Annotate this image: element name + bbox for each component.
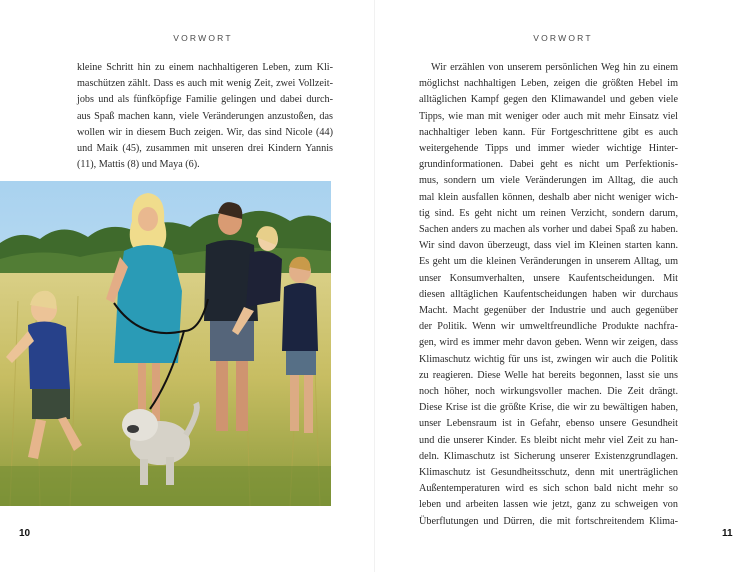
text-line: Klimaschutz wichtig für uns ist, zwingen wir auch die Politik [419,353,678,365]
text-line: Macht. Macht gegenüber der Industrie und auch gegenüber [419,305,678,317]
text-line: Diese Krise ist die größte Krise, die wir zu bewältigen haben, [419,402,678,414]
text-line: unser Konsumverhalten, unsere Kaufentscheidungen. Mit [419,272,678,284]
text-line: alltäglichen Kampf gegen den Klimawandel und geben viele [419,94,678,106]
text-line: und die unserer Kinder. Es bleibt nicht mehr viel Zeit zu han- [419,434,678,446]
right-running-head: VORWORT [533,33,593,43]
text-line: Klimaschutz ist Gesundheitsschutz, denn mit unerträglichen [419,467,678,479]
text-line: nachhaltiger leben kann. Für Fortgeschrittene gibt es auch [419,126,678,138]
text-line: maschützen zählt. Dass es auch mit wenig Zeit, zwei Vollzeit- [77,78,333,90]
text-line: (11), Mattis (8) und Maya (6). [77,159,200,171]
text-line: leben und arbeiten lassen wie jetzt, ganz zu schweigen von [419,499,678,511]
text-line: jobs und als fünfköpfige Familie gelingen und dabei durch- [77,94,333,106]
text-line: und Maik (45), zusammen mit unseren drei Kindern Yannis [77,143,333,155]
text-line: zu reagieren. Diese Welle hat bereits begonnen, lasst sie uns [419,369,678,381]
text-line: der Politik. Wenn wir umweltfreundliche Produkte nachfra- [419,321,678,333]
family-photo [0,181,331,506]
right-body-text [419,60,678,530]
text-line: tig sind. Es geht nicht um reinen Verzicht, sondern darum, [419,207,678,219]
text-line: aus Spaß machen kann, viele Veränderungen anzustoßen, das [77,110,333,122]
text-line: grundinformationen. Dabei geht es nicht um Perfektionis- [419,159,678,171]
right-page [375,0,750,572]
text-line: wollen wir in diesem Buch zeigen. Wir, das sind Nicole (44) [77,126,333,138]
left-running-head: VORWORT [173,33,233,43]
text-line: deln. Klimaschutz ist Sicherung unserer Existenzgrundlagen. [419,450,678,462]
text-line: weitergehende Tipps und immer wieder wichtige Hinter- [419,143,678,155]
text-line: mus, sondern um viele Veränderungen im Alltag, die auch [419,175,678,187]
text-line: noch höher, noch wirkungsvoller machen. Die Zeit drängt. [419,386,678,398]
text-line: Es geht um die kleinen Veränderungen in unserem Alltag, um [419,256,678,268]
text-line: diesen alltäglichen Kaufentscheidungen haben wir durchaus [419,288,678,300]
text-line: Überflutungen und Dürren, die mit fortschreitendem Klima- [419,515,678,527]
page-number-right: 11 [722,528,733,539]
page-number-left: 10 [19,528,31,539]
text-line: unser Lebensraum ist in Gefahr, ebenso unsere Gesundheit [419,418,678,430]
text-line: Außentemperaturen wird es sich schon bald nicht mehr so [419,483,678,495]
text-line: kleine Schritt hin zu einem nachhaltigeren Leben, zum Kli- [77,62,333,73]
text-line: Wir sind davon überzeugt, dass viel im Kleinen starten kann. [419,240,678,252]
text-line: gen, wird es immer mehr davon geben. Wenn wir zeigen, dass [419,337,678,349]
text-line: Wir erzählen von unserem persönlichen Weg hin zu einem [431,62,678,73]
left-body-text [77,60,333,173]
text-line: möglichst nachhaltigen Leben, zeigen die größten Hebel im [419,78,678,90]
text-line: Sachen anders zu machen als vorher und dabei Spaß zu haben. [419,224,678,236]
text-line: Tipps, wie man mit weniger oder auch mit mehr Einsatz viel [419,110,678,122]
text-line: mal klein ausfallen können, deshalb aber nicht weniger wich- [419,191,678,203]
